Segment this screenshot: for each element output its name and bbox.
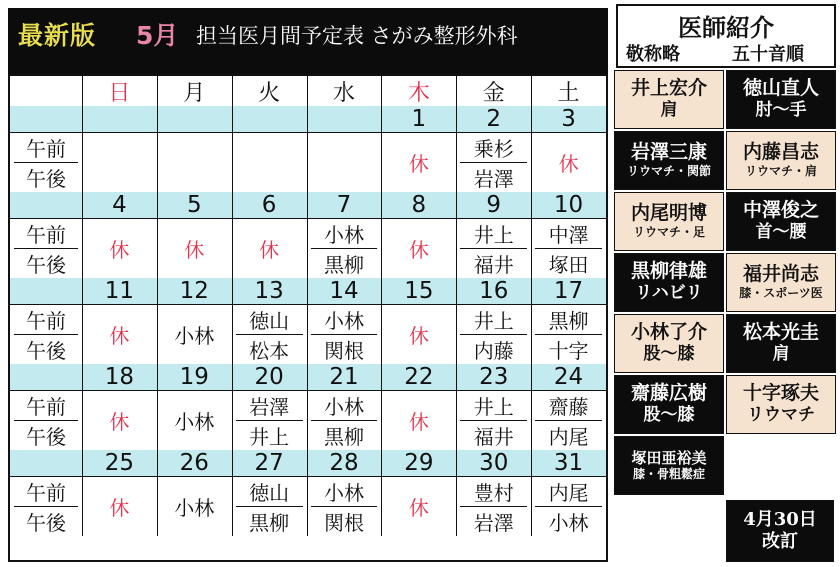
date-number: 18 (104, 364, 135, 390)
doctor-am: 内尾 (548, 480, 589, 505)
doctor-pm: 関根 (323, 338, 364, 363)
closed-mark: 休 (408, 237, 429, 262)
closed-mark: 休 (408, 323, 429, 348)
doctor-card (614, 192, 724, 251)
doctor-am (157, 132, 232, 162)
doctor-pm: 岩澤 (473, 510, 514, 535)
morning-label: 午前 (26, 480, 66, 505)
day-header: 土 (557, 80, 580, 106)
doctor-specialty: リウマチ・足 (632, 225, 705, 240)
doctors-panel-header (616, 4, 836, 68)
doctor-am: 小林 (323, 394, 364, 419)
doctor-name: 岩澤三康 (630, 141, 707, 164)
doctor-am (307, 132, 382, 162)
date-number: 20 (254, 364, 284, 390)
page-title: 担当医月間予定表 さがみ整形外科 (196, 24, 518, 48)
slot-divider (460, 248, 527, 249)
date-number: 27 (254, 450, 284, 476)
doctor-specialty: 首～腰 (755, 222, 807, 243)
grid-line (232, 76, 233, 536)
slot-divider (460, 334, 527, 335)
doctor-specialty: 股～膝 (643, 344, 695, 365)
doctor-specialty: 股～膝 (643, 405, 695, 426)
date-number: 30 (479, 450, 509, 476)
grid-line (157, 76, 158, 536)
doctor-am: 中澤 (548, 222, 589, 247)
doctor-specialty: 肩 (660, 100, 678, 121)
doctor-pm: 岩澤 (473, 166, 514, 191)
morning-label: 午前 (26, 394, 66, 419)
doctor-pm: 黒柳 (323, 424, 364, 449)
slot-divider (14, 506, 78, 507)
date-number: 19 (179, 364, 209, 390)
doctor-specialty: リウマチ・肩 (744, 164, 817, 179)
doctor-name: 齋藤広樹 (630, 382, 707, 405)
day-header: 水 (332, 80, 355, 106)
grid-line (10, 218, 606, 219)
doctor-pm: 内尾 (548, 424, 589, 449)
date-number: 6 (261, 192, 277, 218)
doctor-card (726, 375, 836, 434)
revision-date: 4月30日 (743, 509, 817, 531)
doctor-am (82, 132, 157, 162)
morning-label: 午前 (26, 136, 66, 161)
slot-divider (460, 162, 527, 163)
doctor-pm: 黒柳 (249, 510, 290, 535)
slot-divider (236, 506, 303, 507)
doctor-name: 黒柳律雄 (630, 260, 707, 283)
doctors-panel-subtitle-right: 五十音順 (732, 44, 804, 65)
revision-label: 改訂 (762, 531, 798, 552)
doctor-pm: 黒柳 (323, 252, 364, 277)
doctor-pm (157, 162, 232, 192)
doctor-card (614, 375, 724, 434)
doctor-pm: 小林 (548, 510, 589, 535)
slot-divider (311, 506, 378, 507)
date-number: 9 (486, 192, 502, 218)
afternoon-label: 午後 (26, 424, 66, 449)
grid-line (10, 390, 606, 391)
date-number: 14 (329, 278, 359, 304)
doctor-name: 福井尚志 (742, 263, 819, 286)
day-header: 木 (407, 80, 430, 106)
doctor-allday: 小林 (174, 495, 215, 520)
closed-mark: 休 (109, 323, 130, 348)
slot-divider (311, 420, 378, 421)
doctor-pm: 松本 (249, 338, 290, 363)
doctor-card (614, 131, 724, 190)
doctor-pm (82, 162, 157, 192)
slot-divider (14, 162, 78, 163)
doctor-am: 徳山 (249, 308, 290, 333)
doctor-am: 小林 (323, 222, 364, 247)
doctor-pm (232, 162, 307, 192)
doctor-card (614, 70, 724, 129)
date-number: 25 (104, 450, 135, 476)
closed-mark: 休 (184, 237, 205, 262)
doctor-am: 小林 (323, 308, 364, 333)
doctor-pm: 内藤 (473, 338, 514, 363)
doctor-name: 徳山直人 (742, 77, 819, 100)
slot-divider (535, 420, 602, 421)
morning-label: 午前 (26, 222, 66, 247)
doctor-card (614, 253, 724, 312)
date-number: 2 (486, 106, 502, 132)
closed-mark: 休 (259, 237, 280, 262)
afternoon-label: 午後 (26, 166, 66, 191)
date-number: 7 (336, 192, 352, 218)
doctor-card (614, 314, 724, 373)
date-number: 15 (404, 278, 434, 304)
doctor-card (726, 314, 836, 373)
doctor-card (726, 70, 836, 129)
doctor-specialty: リウマチ (747, 405, 815, 426)
date-number: 29 (404, 450, 434, 476)
doctor-am: 齋藤 (548, 394, 589, 419)
doctor-am: 豊村 (473, 480, 514, 505)
doctor-pm (307, 162, 382, 192)
afternoon-label: 午後 (26, 252, 66, 277)
schedule-calendar (8, 74, 608, 562)
afternoon-label: 午後 (26, 510, 66, 535)
doctor-pm: 福井 (473, 424, 514, 449)
date-number: 4 (112, 192, 127, 218)
date-number: 10 (553, 192, 584, 218)
doctor-am: 井上 (473, 308, 514, 333)
doctor-am: 岩澤 (249, 394, 290, 419)
date-number: 1 (411, 106, 427, 132)
date-number: 31 (553, 450, 584, 476)
date-number: 22 (404, 364, 434, 390)
closed-mark: 休 (109, 495, 130, 520)
day-header: 火 (258, 80, 281, 106)
morning-label: 午前 (26, 308, 66, 333)
day-header: 日 (108, 80, 131, 106)
slot-divider (535, 506, 602, 507)
doctor-pm: 福井 (473, 252, 514, 277)
doctor-am (232, 132, 307, 162)
slot-divider (460, 506, 527, 507)
date-number: 17 (553, 278, 584, 304)
day-header: 月 (183, 80, 206, 106)
day-header: 金 (482, 80, 505, 106)
doctor-pm: 十字 (548, 338, 589, 363)
date-number (82, 106, 157, 132)
doctor-specialty: リウマチ・関節 (626, 164, 711, 179)
doctor-am: 井上 (473, 222, 514, 247)
doctor-am: 乗杉 (473, 136, 514, 161)
date-number: 26 (179, 450, 209, 476)
month-label: 5月 (136, 21, 179, 50)
doctor-name: 小林了介 (630, 321, 707, 344)
slot-divider (236, 420, 303, 421)
grid-line (307, 76, 308, 536)
slot-divider (236, 334, 303, 335)
slot-divider (535, 334, 602, 335)
slot-divider (311, 334, 378, 335)
date-number: 5 (186, 192, 202, 218)
doctor-specialty: 肘～手 (755, 100, 807, 121)
grid-line (531, 76, 532, 536)
doctor-specialty: 膝・スポーツ医 (739, 286, 823, 301)
grid-line (10, 304, 606, 305)
slot-divider (535, 248, 602, 249)
date-number (232, 106, 307, 132)
date-number: 21 (329, 364, 359, 390)
closed-mark: 休 (109, 237, 130, 262)
doctor-specialty: リハビリ (635, 283, 703, 304)
afternoon-label: 午後 (26, 338, 66, 363)
doctor-am: 小林 (323, 480, 364, 505)
date-number (307, 106, 382, 132)
doctor-name: 内藤昌志 (742, 141, 819, 164)
closed-mark: 休 (408, 495, 429, 520)
date-number: 3 (561, 106, 576, 132)
doctor-name: 中澤俊之 (742, 199, 819, 222)
slot-divider (14, 248, 78, 249)
doctor-name: 井上宏介 (630, 77, 707, 100)
latest-version-label: 最新版 (18, 21, 97, 50)
doctor-name: 塚田亜裕美 (631, 448, 707, 467)
closed-mark: 休 (408, 151, 429, 176)
slot-divider (14, 420, 78, 421)
doctor-name: 十字琢夫 (742, 382, 819, 405)
date-number: 13 (254, 278, 284, 304)
doctor-am: 徳山 (249, 480, 290, 505)
closed-mark: 休 (408, 409, 429, 434)
doctor-card (726, 253, 836, 312)
date-number: 11 (104, 278, 135, 304)
closed-mark: 休 (558, 151, 579, 176)
doctor-am: 井上 (473, 394, 514, 419)
doctor-name: 松本光圭 (742, 321, 819, 344)
slot-divider (460, 420, 527, 421)
date-number: 16 (479, 278, 509, 304)
grid-line (82, 76, 83, 536)
doctor-specialty: 肩 (772, 344, 790, 365)
grid-line (456, 76, 457, 536)
doctor-allday: 小林 (174, 323, 215, 348)
date-number (157, 106, 232, 132)
date-number: 12 (179, 278, 209, 304)
date-number: 28 (329, 450, 359, 476)
slot-divider (14, 334, 78, 335)
date-number: 23 (479, 364, 509, 390)
doctors-panel-title: 医師紹介 (678, 13, 774, 42)
closed-mark: 休 (109, 409, 130, 434)
slot-divider (311, 248, 378, 249)
grid-line (381, 76, 382, 536)
doctor-pm: 塚田 (548, 252, 589, 277)
grid-line (10, 476, 606, 477)
revision-box (726, 500, 834, 562)
date-number: 8 (411, 192, 427, 218)
date-number: 24 (553, 364, 584, 390)
doctor-pm: 井上 (249, 424, 290, 449)
doctor-allday: 小林 (174, 409, 215, 434)
doctors-panel-subtitle-left: 敬称略 (626, 44, 680, 65)
doctor-card (726, 131, 836, 190)
grid-line (10, 132, 606, 133)
doctor-name: 内尾明博 (630, 202, 707, 225)
doctor-card (614, 436, 724, 495)
doctor-specialty: 膝・骨粗鬆症 (632, 466, 705, 481)
doctor-am: 黒柳 (548, 308, 589, 333)
doctor-pm: 関根 (323, 510, 364, 535)
doctor-card (726, 192, 836, 251)
